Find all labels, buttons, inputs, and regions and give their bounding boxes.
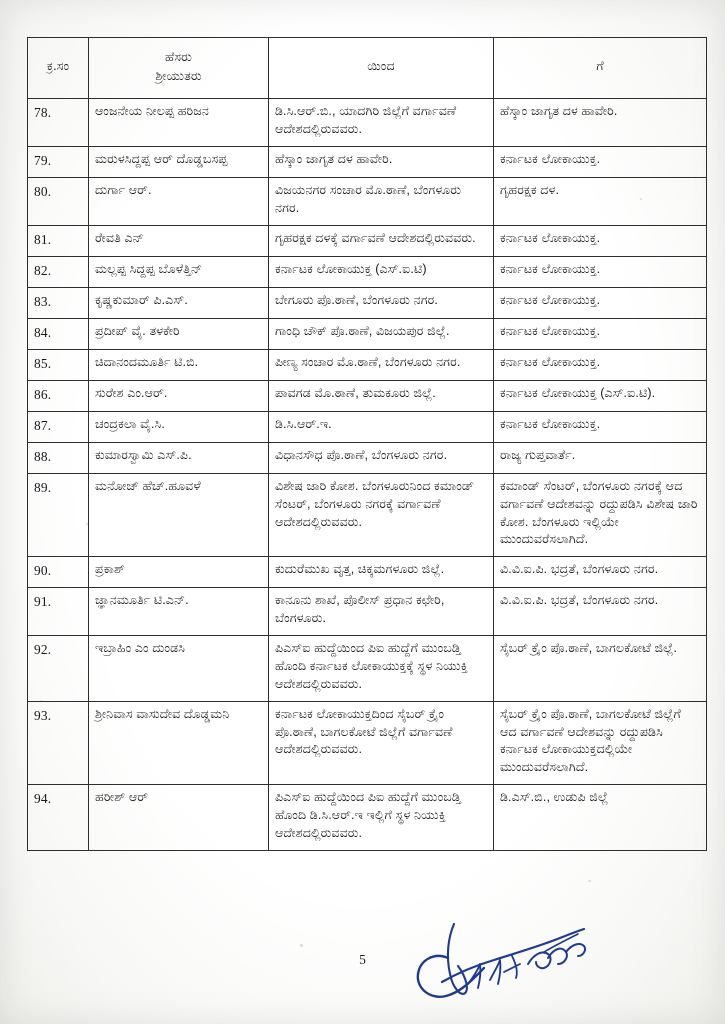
cell-to: ಕಮಾಂಡ್ ಸೆಂಟರ್, ಬೆಂಗಳೂರು ನಗರಕ್ಕೆ ಆದ ವರ್ಗಾವಣೆ ಆದೇಶವನ್ನು ರದ್ದುಪಡಿಸಿ ವಿಶೇಷ ಜಾರಿ ಕೋಶ. ಬೆಂಗಳೂರು ಇಲ್ಲಿಯೇ ಮುಂದುವರೆಸಲಾಗಿದೆ.	[494, 473, 707, 557]
cell-serial-number: 84.	[28, 318, 89, 349]
table-row	[28, 473, 707, 557]
table-row	[28, 411, 707, 442]
cell-name: ಶ್ರೀನಿವಾಸ ವಾಸುದೇವ ದೊಡ್ಡಮನಿ	[89, 701, 269, 785]
cell-serial-number: 93.	[28, 701, 89, 785]
table-row	[28, 225, 707, 256]
column-header-name	[89, 38, 269, 99]
table-row	[28, 318, 707, 349]
table-row	[28, 177, 707, 225]
cell-serial-number: 80.	[28, 177, 89, 225]
cell-to: ವಿ.ವಿ.ಐ.ಪಿ. ಭದ್ರತೆ, ಬೆಂಗಳೂರು ನಗರ.	[494, 557, 707, 588]
cell-to: ರಾಜ್ಯ ಗುಪ್ತವಾರ್ತೆ.	[494, 442, 707, 473]
column-header-from: ಯಿಂದ	[269, 38, 494, 99]
cell-name: ಚಂದ್ರಕಲಾ ವೈ.ಸಿ.	[89, 411, 269, 442]
cell-to: ಕರ್ನಾಟಕ ಲೋಕಾಯುಕ್ತ.	[494, 318, 707, 349]
cell-serial-number: 85.	[28, 349, 89, 380]
cell-from: ಬೇಗೂರು ಪೊ.ಠಾಣೆ, ಬೆಂಗಳೂರು ನಗರ.	[269, 287, 494, 318]
cell-name: ಕೃಷ್ಣಕುಮಾರ್ ಪಿ.ಎಸ್.	[89, 287, 269, 318]
cell-from: ಪಾವಗಡ ಮೊ.ಠಾಣೆ, ತುಮಕೂರು ಜಿಲ್ಲೆ.	[269, 380, 494, 411]
cell-serial-number: 86.	[28, 380, 89, 411]
cell-name: ಆಂಜನೇಯ ನೀಲಪ್ಪ ಹರಿಜನ	[89, 99, 269, 147]
cell-serial-number: 90.	[28, 557, 89, 588]
cell-serial-number: 79.	[28, 146, 89, 177]
cell-serial-number: 92.	[28, 636, 89, 702]
cell-name: ಚಿದಾನಂದಮೂರ್ತಿ ಟಿ.ಬಿ.	[89, 349, 269, 380]
table-header	[28, 38, 707, 99]
cell-name: ಪ್ರಕಾಶ್	[89, 557, 269, 588]
cell-name: ಮನೋಜ್ ಹೆಚ್.ಹೂವಳೆ	[89, 473, 269, 557]
cell-to: ಕರ್ನಾಟಕ ಲೋಕಾಯುಕ್ತ.	[494, 349, 707, 380]
cell-name: ಮರುಳಸಿದ್ದಪ್ಪ ಆರ್ ದೊಡ್ಡಬಸಪ್ಪ	[89, 146, 269, 177]
cell-serial-number: 78.	[28, 99, 89, 147]
cell-from: ವಿಧಾನಸೌಧ ಪೊ.ಠಾಣೆ, ಬೆಂಗಳೂರು ನಗರ.	[269, 442, 494, 473]
table-row	[28, 588, 707, 636]
cell-name: ಜ್ಞಾನಮೂರ್ತಿ ಟಿ.ಎನ್.	[89, 588, 269, 636]
table-row	[28, 442, 707, 473]
cell-to: ಕರ್ನಾಟಕ ಲೋಕಾಯುಕ್ತ.	[494, 146, 707, 177]
cell-serial-number: 87.	[28, 411, 89, 442]
cell-serial-number: 81.	[28, 225, 89, 256]
scan-speck	[300, 944, 303, 947]
table-row	[28, 146, 707, 177]
table-row	[28, 557, 707, 588]
cell-from: ಪಿಎಸ್ಐ ಹುದ್ದೆಯಿಂದ ಪಿಐ ಹುದ್ದೆಗೆ ಮುಂಬಡ್ತಿ ಹೊಂದಿ ಡಿ.ಸಿ.ಆರ್.ಇ ಇಲ್ಲಿಗೆ ಸ್ಥಳ ನಿಯುಕ್ತಿ ಆದೇಶದಲ್ಲಿರುವವರು.	[269, 785, 494, 851]
cell-name: ಮಲ್ಲಪ್ಪ ಸಿದ್ದಪ್ಪ ಬೊಳೆತ್ತಿನ್	[89, 256, 269, 287]
table-row	[28, 785, 707, 851]
cell-to: ಸೈಬರ್ ಕ್ರೈಂ ಪೊ.ಠಾಣೆ, ಬಾಗಲಕೋಟೆ ಜಿಲ್ಲೆಗೆ ಆದ ವರ್ಗಾವಣೆ ಆದೇಶವನ್ನು ರದ್ದುಪಡಿಸಿ ಕರ್ನಾಟಕ ಲೋಕಾಯುಕ್ತದಲ್ಲಿಯೇ ಮುಂದುವರೆಸಲಾಗಿದೆ.	[494, 701, 707, 785]
scan-speck	[588, 880, 591, 882]
cell-from: ಕರ್ನಾಟಕ ಲೋಕಾಯುಕ್ತ (ಎಸ್.ಐ.ಟಿ)	[269, 256, 494, 287]
cell-to: ಕರ್ನಾಟಕ ಲೋಕಾಯುಕ್ತ.	[494, 225, 707, 256]
table-row	[28, 349, 707, 380]
cell-to: ವಿ.ವಿ.ಐ.ಪಿ. ಭದ್ರತೆ, ಬೆಂಗಳೂರು ನಗರ.	[494, 588, 707, 636]
cell-to: ಕರ್ನಾಟಕ ಲೋಕಾಯುಕ್ತ (ಎಸ್.ಐ.ಟಿ).	[494, 380, 707, 411]
cell-name: ದುರ್ಗಾ ಆರ್.	[89, 177, 269, 225]
cell-from: ಕುದುರೆಮುಖ ವೃತ್ತ, ಚಿಕ್ಕಮಗಳೂರು ಜಿಲ್ಲೆ.	[269, 557, 494, 588]
column-header-to: ಗೆ	[494, 38, 707, 99]
cell-serial-number: 89.	[28, 473, 89, 557]
cell-serial-number: 91.	[28, 588, 89, 636]
table-row	[28, 256, 707, 287]
column-header-name-line1: ಹೆಸರು	[165, 50, 192, 65]
cell-name: ಇಬ್ರಾಹಿಂ ಎಂ ದುಂಡಸಿ	[89, 636, 269, 702]
cell-from: ಡಿ.ಸಿ.ಆರ್.ಬಿ., ಯಾದಗಿರಿ ಜಿಲ್ಲೆಗೆ ವರ್ಗಾವಣೆ ಆದೇಶದಲ್ಲಿರುವವರು.	[269, 99, 494, 147]
cell-serial-number: 94.	[28, 785, 89, 851]
cell-from: ವಿಶೇಷ ಜಾರಿ ಕೋಶ. ಬೆಂಗಳೂರುನಿಂದ ಕಮಾಂಡ್ ಸೆಂಟರ್, ಬೆಂಗಳೂರು ನಗರಕ್ಕೆ ವರ್ಗಾವಣೆ ಆದೇಶದಲ್ಲಿರುವವರು.	[269, 473, 494, 557]
cell-name: ಸುರೇಶ ಎಂ.ಆರ್.	[89, 380, 269, 411]
cell-from: ಹೆಸ್ಕಾಂ ಜಾಗೃತ ದಳ ಹಾವೇರಿ.	[269, 146, 494, 177]
cell-to: ಕರ್ನಾಟಕ ಲೋಕಾಯುಕ್ತ.	[494, 287, 707, 318]
cell-from: ವಿಜಯನಗರ ಸಂಚಾರ ಮೊ.ಠಾಣೆ, ಬೆಂಗಳೂರು ನಗರ.	[269, 177, 494, 225]
table-row	[28, 99, 707, 147]
cell-serial-number: 88.	[28, 442, 89, 473]
cell-serial-number: 82.	[28, 256, 89, 287]
cell-to: ಸೈಬರ್ ಕ್ರೈಂ ಪೊ.ಠಾಣೆ, ಬಾಗಲಕೋಟೆ ಜಿಲ್ಲೆ.	[494, 636, 707, 702]
page-number: 5	[359, 952, 366, 967]
table-row	[28, 701, 707, 785]
table-header-row	[28, 38, 707, 99]
cell-name: ಕುಮಾರಸ್ವಾಮಿ ಎಸ್.ಪಿ.	[89, 442, 269, 473]
table-row	[28, 636, 707, 702]
transfer-order-table	[27, 37, 707, 851]
cell-name: ಹರೀಶ್ ಆರ್	[89, 785, 269, 851]
cell-to: ಕರ್ನಾಟಕ ಲೋಕಾಯುಕ್ತ.	[494, 411, 707, 442]
cell-name: ಪ್ರದೀಪ್ ವೈ. ತಳಕೇರಿ	[89, 318, 269, 349]
cell-to: ಕರ್ನಾಟಕ ಲೋಕಾಯುಕ್ತ.	[494, 256, 707, 287]
column-header-name-line2: ಶ್ರೀಯುತರು	[155, 69, 202, 83]
cell-to: ಹೆಸ್ಕಾಂ ಜಾಗೃತ ದಳ ಹಾವೇರಿ.	[494, 99, 707, 147]
table-row	[28, 287, 707, 318]
cell-from: ಕರ್ನಾಟಕ ಲೋಕಾಯುಕ್ತದಿಂದ ಸೈಬರ್ ಕ್ರೈಂ ಪೊ.ಠಾಣೆ, ಬಾಗಲಕೋಟೆ ಜಿಲ್ಲೆಗೆ ವರ್ಗಾವಣೆ ಆದೇಶದಲ್ಲಿರುವವರು.	[269, 701, 494, 785]
cell-from: ಕಾನೂನು ಶಾಖೆ, ಪೊಲೀಸ್ ಪ್ರಧಾನ ಕಛೇರಿ, ಬೆಂಗಳೂರು.	[269, 588, 494, 636]
column-header-serial-number: ಕ್ರ.ಸಂ	[28, 38, 89, 99]
cell-serial-number: 83.	[28, 287, 89, 318]
cell-from: ಪಿಎಸ್ಐ ಹುದ್ದೆಯಿಂದ ಪಿಐ ಹುದ್ದೆಗೆ ಮುಂಬಡ್ತಿ ಹೊಂದಿ ಕರ್ನಾಟಕ ಲೋಕಾಯುಕ್ತಕ್ಕೆ ಸ್ಥಳ ನಿಯುಕ್ತಿ ಆದೇಶದಲ್ಲಿರುವವರು.	[269, 636, 494, 702]
cell-from: ಗೃಹರಕ್ಷಕ ದಳಕ್ಕೆ ವರ್ಗಾವಣೆ ಆದೇಶದಲ್ಲಿರುವವರು.	[269, 225, 494, 256]
cell-from: ಡಿ.ಸಿ.ಆರ್.ಇ.	[269, 411, 494, 442]
table-row	[28, 380, 707, 411]
cell-from: ಪೀಣ್ಯ ಸಂಚಾರ ಮೊ.ಠಾಣೆ, ಬೆಂಗಳೂರು ನಗರ.	[269, 349, 494, 380]
cell-name: ರೇವತಿ ಎನ್	[89, 225, 269, 256]
cell-from: ಗಾಂಧಿ ಚೌಕ್ ಪೊ.ಠಾಣೆ, ವಿಜಯಪುರ ಜಿಲ್ಲೆ.	[269, 318, 494, 349]
table-body	[28, 99, 707, 851]
cell-to: ಗೃಹರಕ್ಷಕ ದಳ.	[494, 177, 707, 225]
cell-to: ಡಿ.ಎಸ್.ಬಿ., ಉಡುಪಿ ಜಿಲ್ಲೆ	[494, 785, 707, 851]
